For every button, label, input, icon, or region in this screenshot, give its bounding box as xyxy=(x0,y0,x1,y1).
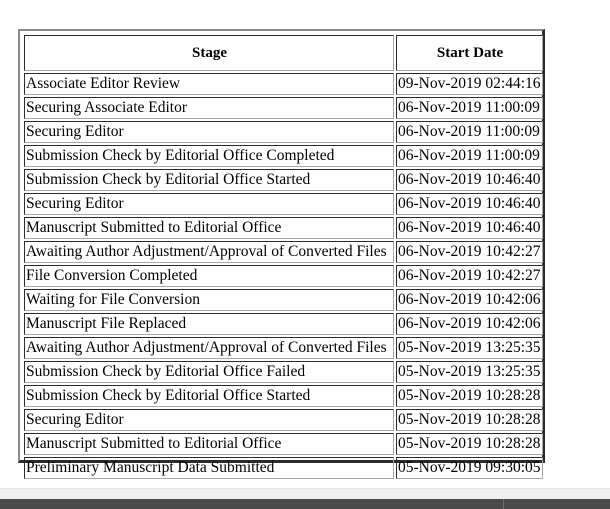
start-date-cell: 05-Nov-2019 10:28:28 xyxy=(396,385,543,407)
table-row xyxy=(24,457,543,479)
stage-cell: Awaiting Author Adjustment/Approval of Converted Files xyxy=(24,337,394,359)
table-header-row xyxy=(24,35,543,71)
stage-cell: Securing Editor xyxy=(24,121,394,143)
table-row xyxy=(24,361,543,383)
toolbar-divider xyxy=(503,499,504,509)
start-date-cell: 06-Nov-2019 10:42:27 xyxy=(396,265,543,287)
start-date-cell: 05-Nov-2019 10:28:28 xyxy=(396,409,543,431)
start-date-cell: 09-Nov-2019 02:44:16 xyxy=(396,73,543,95)
table-row xyxy=(24,385,543,407)
start-date-cell: 06-Nov-2019 11:00:09 xyxy=(396,121,543,143)
table-row xyxy=(24,241,543,263)
start-date-cell: 05-Nov-2019 10:28:28 xyxy=(396,433,543,455)
start-date-cell: 06-Nov-2019 10:46:40 xyxy=(396,169,543,191)
stage-cell: Submission Check by Editorial Office Completed xyxy=(24,145,394,167)
start-date-cell: 06-Nov-2019 10:42:06 xyxy=(396,289,543,311)
stage-cell: Manuscript Submitted to Editorial Office xyxy=(24,217,394,239)
start-date-cell: 06-Nov-2019 10:42:06 xyxy=(396,313,543,335)
stage-cell: Preliminary Manuscript Data Submitted xyxy=(24,457,394,479)
start-date-cell: 05-Nov-2019 13:25:35 xyxy=(396,337,543,359)
manuscript-history-table xyxy=(22,33,545,481)
stage-cell: Submission Check by Editorial Office Started xyxy=(24,169,394,191)
start-date-cell: 06-Nov-2019 11:00:09 xyxy=(396,97,543,119)
manuscript-history-table-frame xyxy=(18,29,545,476)
table-row xyxy=(24,337,543,359)
table-row xyxy=(24,265,543,287)
table-row xyxy=(24,193,543,215)
stage-cell: File Conversion Completed xyxy=(24,265,394,287)
stage-cell: Associate Editor Review xyxy=(24,73,394,95)
start-date-cell: 05-Nov-2019 09:30:05 xyxy=(396,457,543,479)
stage-cell: Awaiting Author Adjustment/Approval of Converted Files xyxy=(24,241,394,263)
stage-cell: Securing Editor xyxy=(24,193,394,215)
start-date-column-header: Start Date xyxy=(396,35,543,71)
start-date-cell: 06-Nov-2019 10:42:27 xyxy=(396,241,543,263)
start-date-cell: 06-Nov-2019 10:46:40 xyxy=(396,217,543,239)
table-body xyxy=(24,73,543,479)
table-row xyxy=(24,289,543,311)
stage-cell: Waiting for File Conversion xyxy=(24,289,394,311)
start-date-cell: 06-Nov-2019 11:00:09 xyxy=(396,145,543,167)
table-row xyxy=(24,217,543,239)
table-row xyxy=(24,73,543,95)
table-row xyxy=(24,409,543,431)
start-date-cell: 05-Nov-2019 13:25:35 xyxy=(396,361,543,383)
table-row xyxy=(24,169,543,191)
table-row xyxy=(24,433,543,455)
stage-cell: Manuscript Submitted to Editorial Office xyxy=(24,433,394,455)
stage-cell: Securing Associate Editor xyxy=(24,97,394,119)
stage-cell: Submission Check by Editorial Office Started xyxy=(24,385,394,407)
table-row xyxy=(24,145,543,167)
table-row xyxy=(24,121,543,143)
table-row xyxy=(24,313,543,335)
bottom-toolbar xyxy=(0,499,610,509)
stage-cell: Securing Editor xyxy=(24,409,394,431)
stage-column-header: Stage xyxy=(24,35,394,71)
stage-cell: Manuscript File Replaced xyxy=(24,313,394,335)
start-date-cell: 06-Nov-2019 10:46:40 xyxy=(396,193,543,215)
table-row xyxy=(24,97,543,119)
stage-cell: Submission Check by Editorial Office Failed xyxy=(24,361,394,383)
